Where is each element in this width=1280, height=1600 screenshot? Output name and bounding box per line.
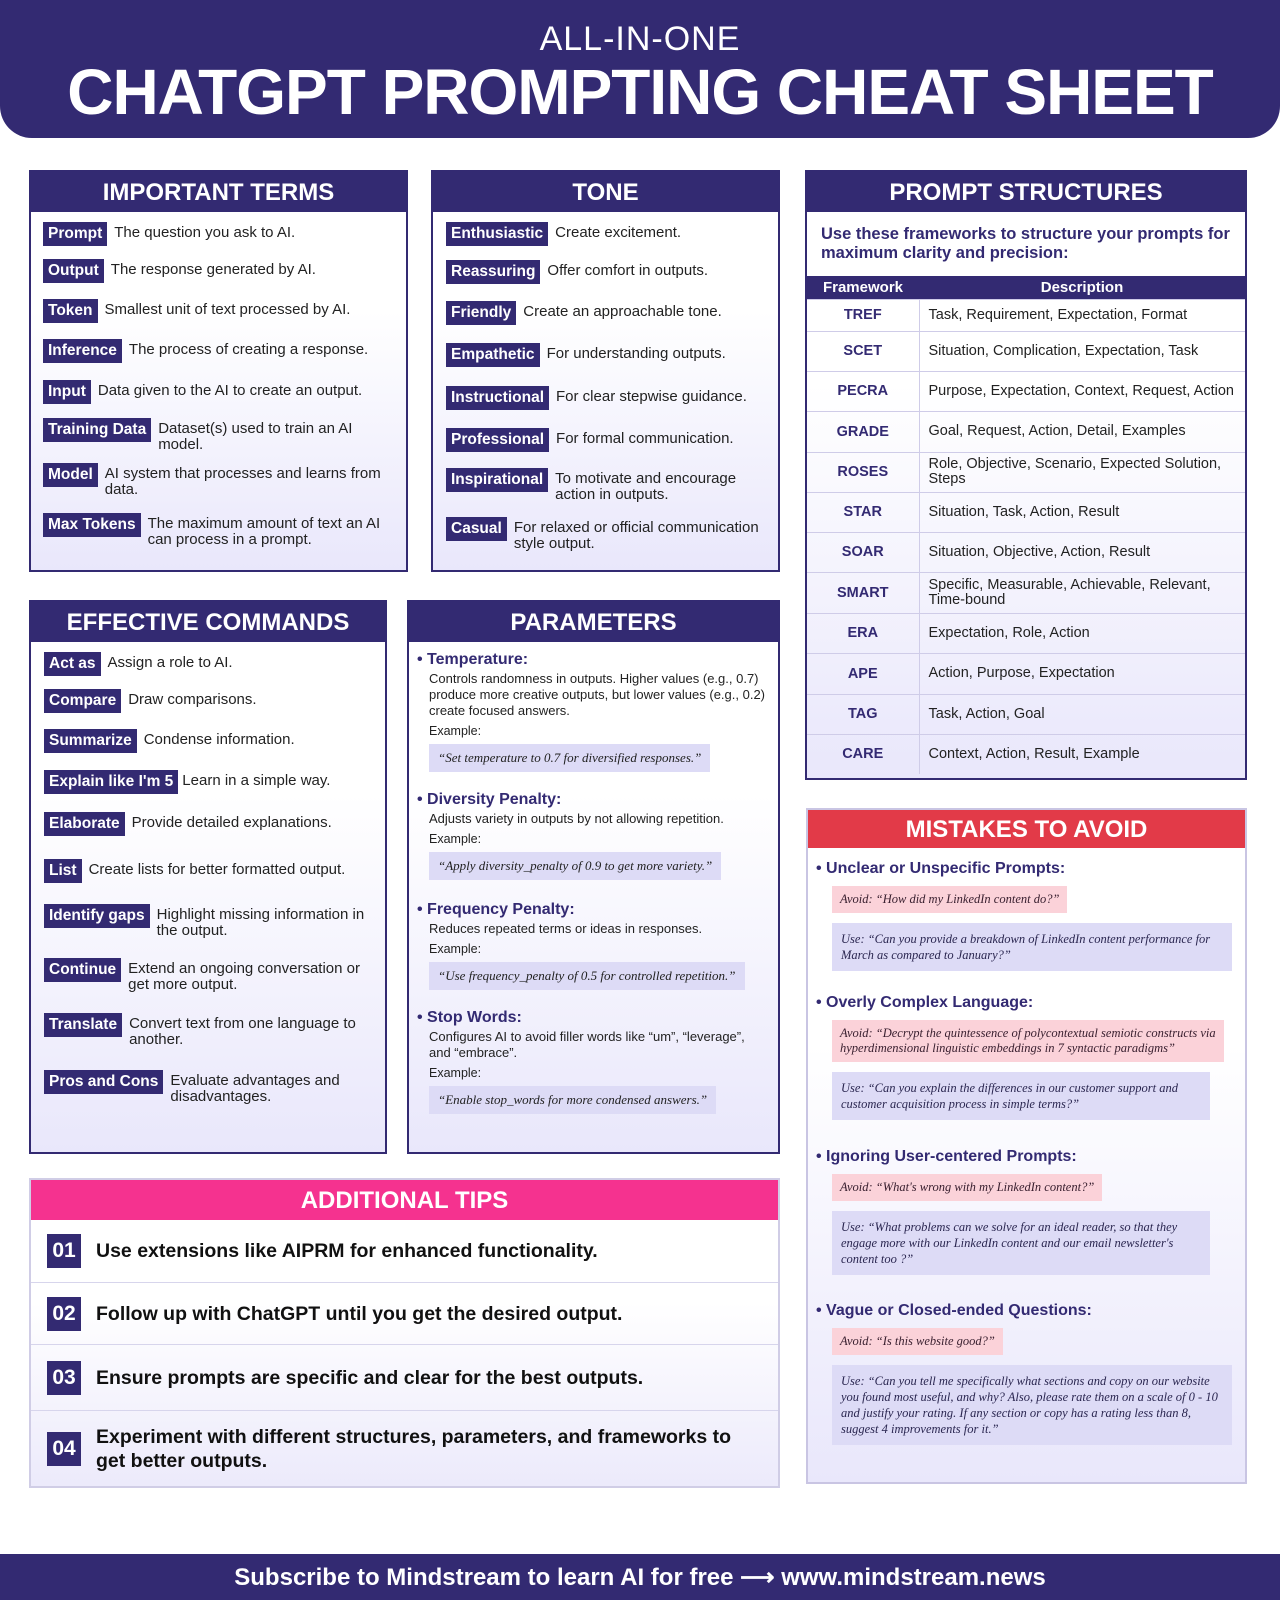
mistake-heading: • Overly Complex Language: [816,994,1034,1011]
use-example: Use: “What problems can we solve for an ideal reader, so that they engage more with our LinkedIn content and our email newsletter's content too ?” [832,1211,1210,1275]
framework-cell: SMART [807,572,919,613]
example-box: “Use frequency_penalty of 0.5 for controlled repetition.” [429,962,745,990]
term-desc: The process of creating a response. [128,341,369,358]
command-desc: Learn in a simple way. [182,772,331,789]
table-row [807,694,1245,734]
command-desc: Condense information. [143,731,295,748]
command-tag: Act as [44,652,101,676]
tone-title: TONE [433,172,778,212]
framework-cell: APE [807,653,919,694]
table-row [807,452,1245,492]
term-tag: Token [43,299,98,323]
parameter-name: • Temperature: [417,651,529,668]
tone-row [446,260,776,284]
command-tag: Identify gaps [44,904,150,928]
tone-desc: Create excitement. [555,224,682,241]
tone-tag: Reassuring [446,260,540,284]
framework-cell: PECRA [807,371,919,411]
mistake-item [816,860,1236,971]
table-row [807,371,1245,411]
table-row [807,613,1245,653]
parameters-title: PARAMETERS [409,602,778,642]
parameter-item [417,1010,767,1114]
term-desc: AI system that processes and learns from data. [104,465,381,498]
command-row [44,689,384,713]
term-row [43,259,398,283]
mistakes-panel [806,808,1247,1484]
parameter-desc: Adjusts variety in outputs by not allowing repetition. [429,811,724,826]
tone-row [446,386,776,410]
page-header [0,0,1280,138]
parameter-item [417,902,767,990]
framework-cell: CARE [807,734,919,774]
term-tag: Input [43,380,91,404]
term-row [43,222,398,246]
term-desc: The question you ask to AI. [114,224,296,241]
table-row [807,299,1245,331]
command-row [44,904,384,939]
avoid-example: Avoid: “How did my LinkedIn content do?” [832,886,1067,913]
tone-tag: Empathetic [446,343,540,367]
framework-cell: GRADE [807,411,919,452]
tone-tag: Casual [446,517,507,541]
term-tag: Prompt [43,222,107,246]
command-tag: List [44,859,82,883]
header-subtitle: ALL-IN-ONE [539,20,741,58]
table-row [807,532,1245,572]
command-desc: Extend an ongoing conversation or get more output. [128,960,360,993]
example-label: Example: [429,724,482,738]
framework-cell: ERA [807,613,919,653]
description-cell: Goal, Request, Action, Detail, Examples [919,411,1245,452]
command-desc: Draw comparisons. [128,691,257,708]
tone-tag: Enthusiastic [446,222,548,246]
table-row [807,572,1245,613]
table-row [807,734,1245,774]
tone-row [446,468,776,503]
term-row [43,380,398,404]
tone-panel [431,170,780,572]
tip-number: 01 [47,1234,81,1268]
tip-item [31,1282,778,1344]
use-example: Use: “Can you tell me specifically what sections and copy on our website you found most useful, and why? Also, please rate them on a scale of 0 - 10 and justify your rating. If any section or copy has a rating less than 8, suggest 4 improvements for it.” [832,1365,1232,1445]
term-row [43,339,398,363]
command-row [44,729,384,753]
command-row [44,958,384,993]
parameter-desc: Configures AI to avoid filler words like “um”, “leverage”, and “embrace”. [429,1029,745,1060]
description-cell: Task, Action, Goal [919,694,1245,734]
command-tag: Translate [44,1013,122,1037]
tip-number: 04 [47,1432,81,1466]
frameworks-table [807,276,1245,774]
footer-banner [0,1554,1280,1600]
example-label: Example: [429,832,482,846]
page-title: CHATGPT PROMPTING CHEAT SHEET [67,56,1213,128]
tone-desc: To motivate and encourage action in outputs. [555,470,737,503]
parameter-desc: Reduces repeated terms or ideas in responses. [429,921,703,936]
tip-item [31,1344,778,1410]
description-cell: Purpose, Expectation, Context, Request, Action [919,371,1245,411]
command-tag: Elaborate [44,812,125,836]
prompt-structures-panel [805,170,1247,780]
description-cell: Situation, Task, Action, Result [919,492,1245,532]
mistake-heading: • Vague or Closed-ended Questions: [816,1302,1092,1319]
mistake-heading: • Unclear or Unspecific Prompts: [816,860,1066,877]
prompt-structures-title: PROMPT STRUCTURES [807,172,1245,212]
table-row [807,331,1245,371]
table-row [807,492,1245,532]
mistake-item [816,994,1236,1120]
command-desc: Provide detailed explanations. [131,814,332,831]
term-row [43,418,398,453]
mistake-item [816,1148,1236,1275]
important-terms-title: IMPORTANT TERMS [31,172,406,212]
mistake-item [816,1302,1236,1445]
description-cell: Situation, Objective, Action, Result [919,532,1245,572]
description-cell: Role, Objective, Scenario, Expected Solution, Steps [919,452,1245,492]
tone-row [446,428,776,452]
tone-row [446,343,776,367]
command-row [44,1070,384,1105]
example-box: “Apply diversity_penalty of 0.9 to get more variety.” [429,852,721,880]
mistake-heading: • Ignoring User-centered Prompts: [816,1148,1077,1165]
term-desc: Smallest unit of text processed by AI. [104,301,351,318]
term-tag: Model [43,463,98,487]
parameters-panel [407,600,780,1154]
tone-tag: Professional [446,428,549,452]
framework-cell: SOAR [807,532,919,572]
command-row [44,859,384,883]
term-row [43,513,398,548]
use-example: Use: “Can you provide a breakdown of LinkedIn content performance for March as compared to January?” [832,923,1232,971]
description-cell: Context, Action, Result, Example [919,734,1245,774]
tip-number: 02 [47,1297,81,1331]
additional-tips-panel [29,1178,780,1488]
tip-text: Experiment with different structures, parameters, and frameworks to get better outputs. [96,1425,732,1472]
tone-tag: Friendly [446,301,516,325]
description-cell: Action, Purpose, Expectation [919,653,1245,694]
tip-number: 03 [47,1361,81,1395]
description-cell: Expectation, Role, Action [919,613,1245,653]
example-label: Example: [429,942,482,956]
tone-desc: Create an approachable tone. [523,303,722,320]
tone-row [446,517,776,552]
tone-tag: Instructional [446,386,549,410]
term-tag: Training Data [43,418,151,442]
effective-commands-title: EFFECTIVE COMMANDS [31,602,385,642]
command-tag: Pros and Cons [44,1070,163,1094]
parameter-item [417,792,767,880]
tone-desc: For understanding outputs. [546,345,726,362]
avoid-example: Avoid: “What's wrong with my LinkedIn content?” [832,1174,1102,1201]
parameter-name: • Diversity Penalty: [417,791,562,808]
command-tag: Compare [44,689,121,713]
table-row [807,411,1245,452]
description-cell: Task, Requirement, Expectation, Format [919,299,1245,331]
example-label: Example: [429,1066,482,1080]
description-cell: Specific, Measurable, Achievable, Relevant, Time-bound [919,572,1245,613]
parameter-name: • Stop Words: [417,1009,522,1026]
footer-text: Subscribe to Mindstream to learn AI for free ⟶ www.mindstream.news [234,1564,1046,1591]
tone-desc: Offer comfort in outputs. [547,262,709,279]
tip-text: Follow up with ChatGPT until you get the desired output. [96,1302,623,1325]
prompt-structures-intro: Use these frameworks to structure your prompts for maximum clarity and precision: [821,225,1230,262]
term-row [43,299,398,323]
example-box: “Enable stop_words for more condensed answers.” [429,1086,716,1114]
framework-cell: TREF [807,299,919,331]
term-tag: Inference [43,339,122,363]
tip-item [31,1220,778,1282]
description-cell: Situation, Complication, Expectation, Task [919,331,1245,371]
tip-text: Use extensions like AIPRM for enhanced functionality. [96,1240,598,1262]
parameter-name: • Frequency Penalty: [417,901,575,918]
mistakes-title: MISTAKES TO AVOID [808,810,1245,848]
term-desc: The response generated by AI. [110,261,316,278]
parameter-item [417,652,767,772]
table-row [807,653,1245,694]
command-tag: Explain like I'm 5 [44,770,178,794]
command-tag: Continue [44,958,121,982]
term-desc: The maximum amount of text an AI can process in a prompt. [147,515,381,548]
command-desc: Assign a role to AI. [107,654,233,671]
framework-cell: STAR [807,492,919,532]
tone-row [446,222,776,246]
term-tag: Max Tokens [43,513,141,537]
command-row [44,812,384,836]
column-header-framework: Framework [807,276,919,299]
tone-row [446,301,776,325]
command-desc: Convert text from one language to another. [129,1015,356,1048]
additional-tips-title: ADDITIONAL TIPS [31,1180,778,1220]
framework-cell: TAG [807,694,919,734]
command-desc: Create lists for better formatted output. [88,861,346,878]
command-row [44,770,384,794]
term-row [43,463,398,498]
use-example: Use: “Can you explain the differences in our customer support and customer acquisition process in simple terms?” [832,1072,1210,1120]
command-row [44,1013,384,1048]
effective-commands-panel [29,600,387,1154]
tone-desc: For relaxed or official communication style output. [513,519,759,552]
example-box: “Set temperature to 0.7 for diversified responses.” [429,744,710,772]
tone-desc: For clear stepwise guidance. [556,388,747,405]
tip-text: Ensure prompts are specific and clear for the best outputs. [96,1366,644,1389]
important-terms-panel [29,170,408,572]
term-desc: Dataset(s) used to train an AI model. [158,420,353,453]
parameter-desc: Controls randomness in outputs. Higher values (e.g., 0.7) produce more creative outputs, but lower values (e.g., 0.2) create focused answers. [429,671,766,718]
term-desc: Data given to the AI to create an output. [97,382,363,399]
framework-cell: ROSES [807,452,919,492]
command-tag: Summarize [44,729,137,753]
column-header-description: Description [919,276,1245,299]
avoid-example: Avoid: “Decrypt the quintessence of polycontextual semiotic constructs via hyperdimensional linguistic embeddings in 7 syntactic paradigms” [832,1020,1224,1062]
tone-tag: Inspirational [446,468,548,492]
command-desc: Highlight missing information in the output. [156,906,365,939]
term-tag: Output [43,259,104,283]
command-desc: Evaluate advantages and disadvantages. [170,1072,340,1105]
tip-item [31,1410,778,1486]
tone-desc: For formal communication. [556,430,734,447]
command-row [44,652,384,676]
avoid-example: Avoid: “Is this website good?” [832,1328,1003,1355]
framework-cell: SCET [807,331,919,371]
